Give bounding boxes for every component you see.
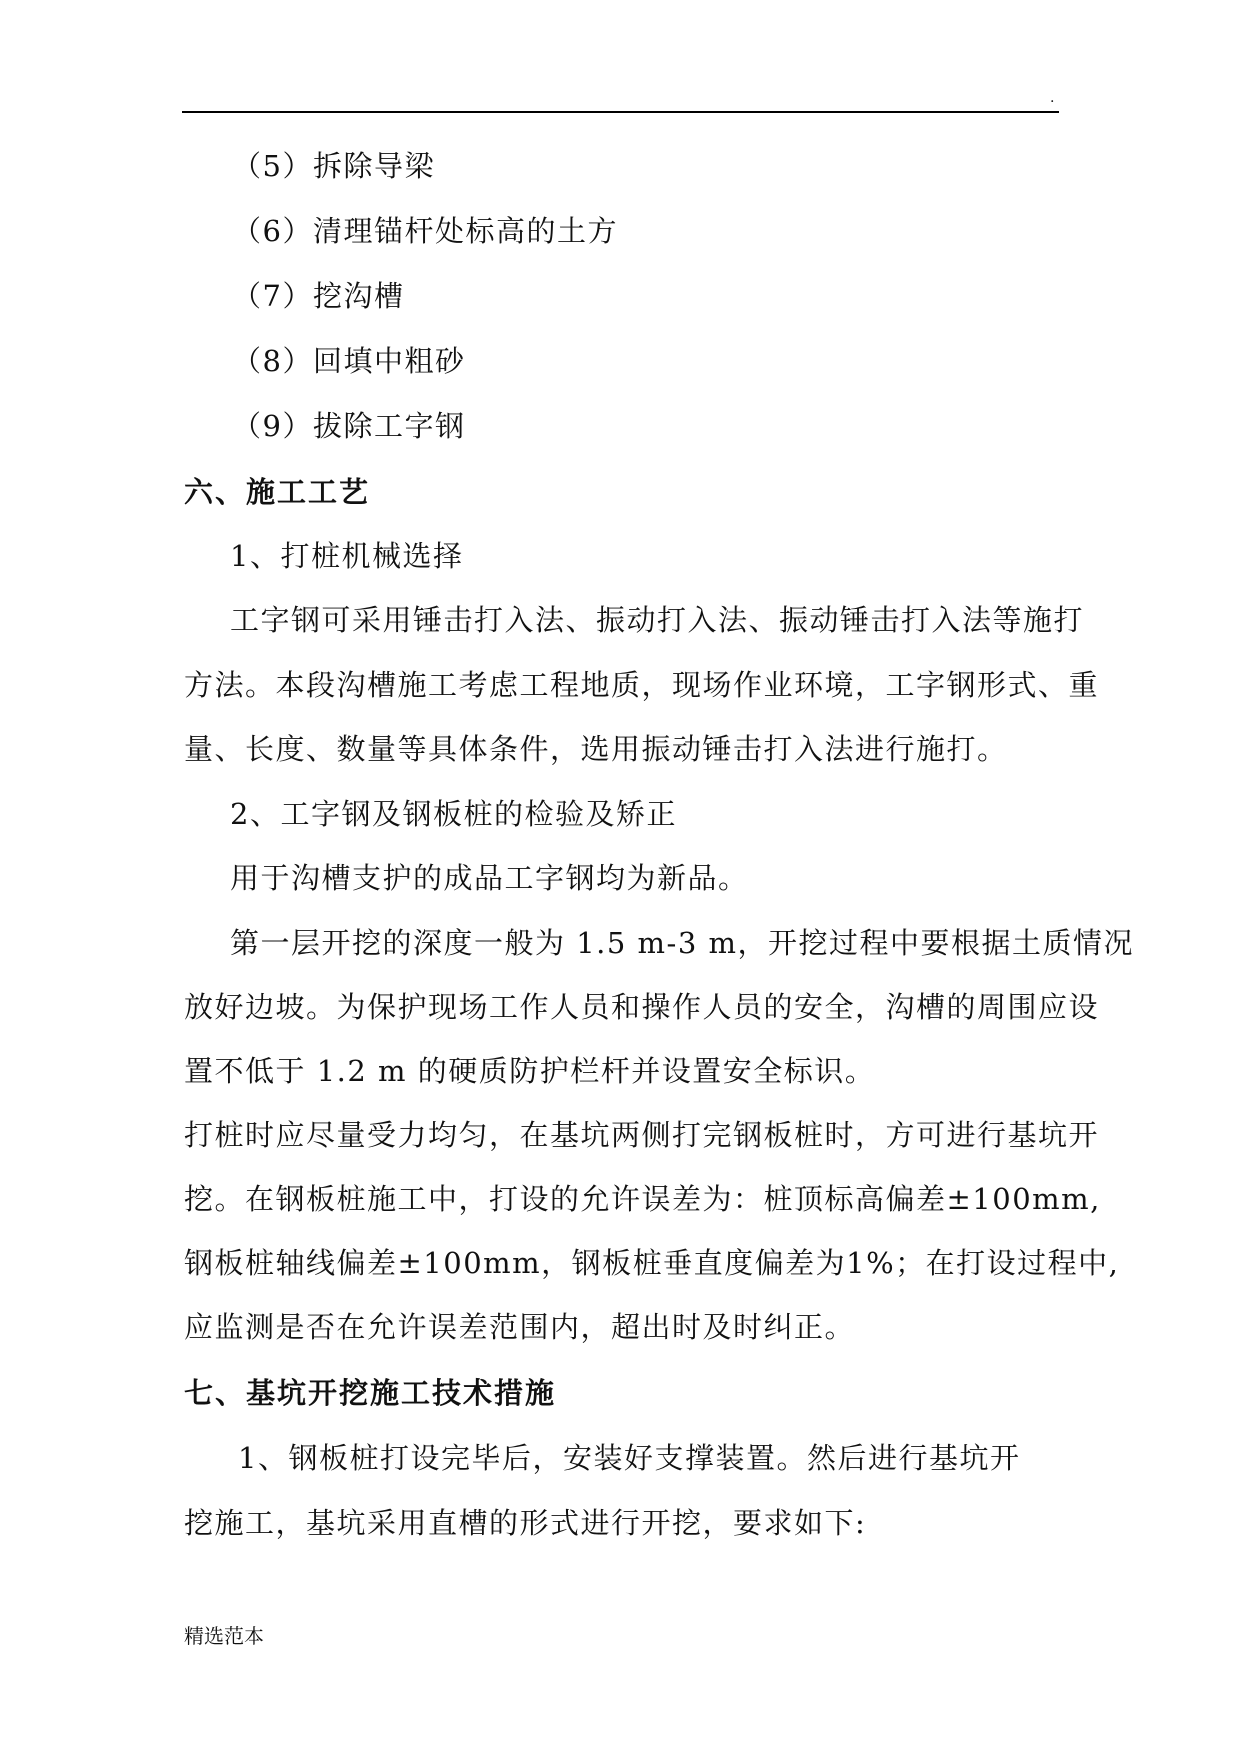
section-heading-6: 六、施工工艺 [184,475,371,509]
step-item: （7）挖沟槽 [232,279,405,313]
step-item: （5）拆除导梁 [232,149,435,183]
subsection-title: 1、打桩机械选择 [230,539,464,573]
footer-note: 精选范本 [184,1624,264,1648]
paragraph-line: 工字钢可采用锤击打入法、振动打入法、振动锤击打入法等施打 [230,603,1085,637]
paragraph-line: 放好边坡。为保护现场工作人员和操作人员的安全，沟槽的周围应设 [184,990,1100,1024]
step-item: （8）回填中粗砂 [232,344,466,378]
paragraph-line: 钢板桩轴线偏差±100mm，钢板桩垂直度偏差为1%；在打设过程中, [184,1246,1120,1280]
header-rule [182,111,1059,113]
paragraph-line: 置不低于 1.2 m 的硬质防护栏杆并设置安全标识。 [184,1054,876,1088]
section-heading-7: 七、基坑开挖施工技术措施 [184,1376,557,1410]
paragraph-line: 挖。在钢板桩施工中，打设的允许误差为：桩顶标高偏差±100mm, [184,1182,1101,1216]
paragraph-line: 方法。本段沟槽施工考虑工程地质，现场作业环境，工字钢形式、重 [184,668,1100,702]
paragraph-line: 第一层开挖的深度一般为 1.5 m-3 m，开挖过程中要根据土质情况 [230,926,1135,960]
paragraph-line: 打桩时应尽量受力均匀，在基坑两侧打完钢板桩时，方可进行基坑开 [184,1118,1100,1152]
paragraph-line: 挖施工，基坑采用直槽的形式进行开挖，要求如下: [184,1506,867,1540]
paragraph-line: 量、长度、数量等具体条件，选用振动锤击打入法进行施打。 [184,732,1008,766]
step-item: （6）清理锚杆处标高的土方 [232,214,618,248]
paragraph-line: 用于沟槽支护的成品工字钢均为新品。 [230,861,749,895]
step-item: （9）拔除工字钢 [232,409,466,443]
paragraph-line: 1、钢板桩打设完毕后，安装好支撑装置。然后进行基坑开 [238,1441,1021,1475]
subsection-title: 2、工字钢及钢板桩的检验及矫正 [230,797,677,831]
header-dot: . [1050,90,1055,106]
paragraph-line: 应监测是否在允许误差范围内，超出时及时纠正。 [184,1310,856,1344]
